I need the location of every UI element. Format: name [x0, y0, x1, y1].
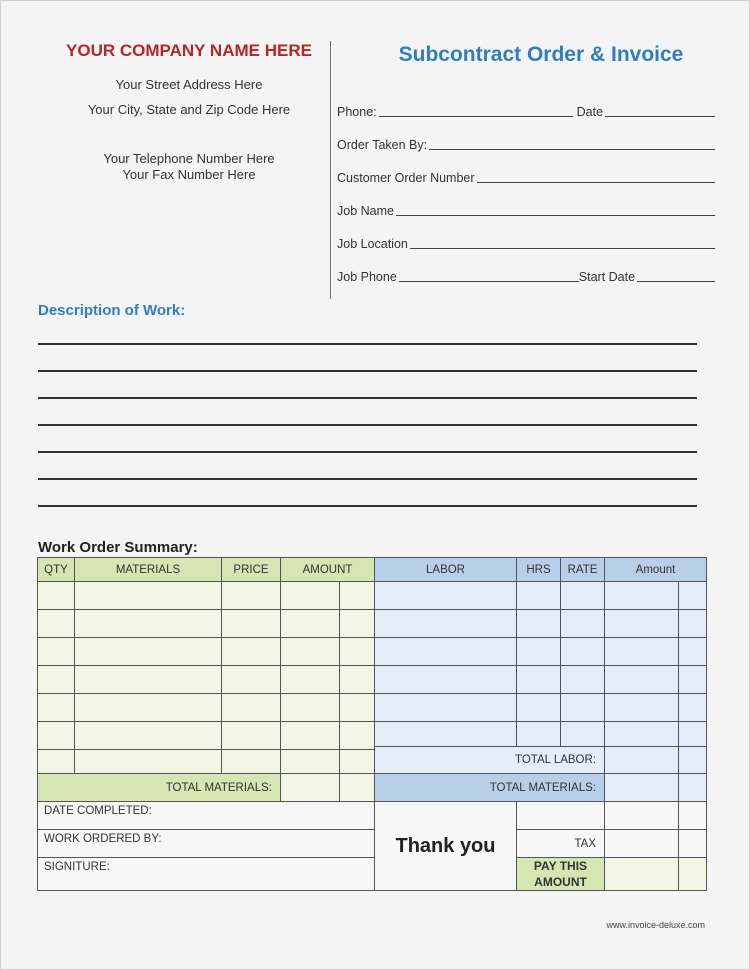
job-name-row: [337, 202, 715, 218]
qty-cell[interactable]: [37, 693, 75, 722]
qty-cell[interactable]: [37, 581, 75, 610]
materials-cell[interactable]: [74, 693, 222, 722]
total-labor-value[interactable]: [604, 746, 679, 774]
footer-website: www.invoice-deluxe.com: [606, 920, 705, 930]
start-date-label: Start Date: [578, 270, 636, 284]
labor-cell[interactable]: [374, 609, 517, 638]
amount-cell[interactable]: [280, 665, 340, 694]
company-city: Your City, State and Zip Code Here: [87, 102, 291, 117]
tax-cents[interactable]: [678, 829, 707, 858]
job-name-label: Job Name: [337, 204, 394, 218]
customer-order-input-line[interactable]: [477, 170, 715, 183]
labor-amount-cell[interactable]: [604, 693, 679, 722]
pay-this-amount-label: PAY THIS AMOUNT: [516, 857, 605, 891]
total-materials-cents-right[interactable]: [678, 773, 707, 802]
description-line[interactable]: [38, 478, 697, 480]
materials-cell[interactable]: [74, 665, 222, 694]
description-line[interactable]: [38, 424, 697, 426]
price-cell[interactable]: [221, 637, 281, 666]
price-cell[interactable]: [221, 609, 281, 638]
hrs-cell[interactable]: [516, 665, 561, 694]
description-line[interactable]: [38, 370, 697, 372]
materials-cell[interactable]: [74, 721, 222, 750]
date-completed-field[interactable]: DATE COMPLETED:: [37, 801, 375, 830]
total-materials-label-left: TOTAL MATERIALS:: [37, 773, 281, 802]
total-materials-cents-left[interactable]: [339, 773, 375, 802]
labor-cents-cell[interactable]: [678, 693, 707, 722]
labor-amount-cell[interactable]: [604, 609, 679, 638]
labor-cents-cell[interactable]: [678, 609, 707, 638]
labor-cell[interactable]: [374, 581, 517, 610]
document-title: Subcontract Order & Invoice: [398, 43, 684, 66]
customer-order-row: [337, 169, 715, 185]
labor-cell[interactable]: [374, 637, 517, 666]
hrs-cell[interactable]: [516, 693, 561, 722]
rate-cell[interactable]: [560, 581, 605, 610]
price-cell[interactable]: [221, 581, 281, 610]
hrs-cell[interactable]: [516, 609, 561, 638]
labor-cell[interactable]: [374, 693, 517, 722]
phone-input-line[interactable]: [379, 104, 573, 117]
job-phone-label: Job Phone: [337, 270, 397, 284]
order-taken-row: [337, 136, 715, 152]
hrs-cell[interactable]: [516, 581, 561, 610]
labor-amount-cell[interactable]: [604, 581, 679, 610]
total-labor-cents[interactable]: [678, 746, 707, 774]
company-street: Your Street Address Here: [115, 77, 263, 92]
amount-cell[interactable]: [280, 721, 340, 750]
description-line[interactable]: [38, 451, 697, 453]
work-ordered-by-field[interactable]: WORK ORDERED BY:: [37, 829, 375, 858]
total-materials-label-right: TOTAL MATERIALS:: [374, 773, 605, 802]
pay-amount-cents[interactable]: [678, 857, 707, 891]
subtotal-value[interactable]: [604, 801, 679, 830]
subtotal-label-cell: [516, 801, 605, 830]
amount-cell[interactable]: [280, 693, 340, 722]
work-order-table: [37, 557, 707, 891]
thank-you-message: Thank you: [374, 801, 517, 891]
materials-cell[interactable]: [74, 609, 222, 638]
header-labor-amount: Amount: [604, 557, 707, 582]
amount-cents-cell[interactable]: [339, 637, 375, 666]
materials-cell[interactable]: [74, 637, 222, 666]
company-fax: Your Fax Number Here: [122, 167, 256, 182]
header-hrs: HRS: [516, 557, 561, 582]
description-title: Description of Work:: [38, 302, 186, 319]
summary-title: Work Order Summary:: [38, 539, 198, 556]
header-qty: QTY: [37, 557, 75, 582]
qty-cell[interactable]: [37, 609, 75, 638]
customer-order-label: Customer Order Number: [337, 171, 475, 185]
amount-cents-cell[interactable]: [339, 665, 375, 694]
rate-cell[interactable]: [560, 637, 605, 666]
labor-amount-cell[interactable]: [604, 665, 679, 694]
job-phone-input-line[interactable]: [399, 269, 579, 282]
rate-cell[interactable]: [560, 665, 605, 694]
date-input-line[interactable]: [605, 104, 715, 117]
labor-cell[interactable]: [374, 665, 517, 694]
hrs-cell[interactable]: [516, 637, 561, 666]
amount-cents-cell[interactable]: [339, 581, 375, 610]
qty-cell[interactable]: [37, 637, 75, 666]
subtotal-cents[interactable]: [678, 801, 707, 830]
header-price: PRICE: [221, 557, 281, 582]
signature-field[interactable]: SIGNITURE:: [37, 857, 375, 891]
header-labor: LABOR: [374, 557, 517, 582]
amount-cents-cell[interactable]: [339, 609, 375, 638]
qty-cell[interactable]: [37, 721, 75, 750]
company-phone: Your Telephone Number Here: [103, 151, 275, 166]
job-phone-row: [337, 268, 715, 284]
date-label: Date: [576, 105, 604, 119]
price-cell[interactable]: [221, 721, 281, 750]
tax-label: TAX: [516, 829, 605, 858]
header-materials: MATERIALS: [74, 557, 222, 582]
price-cell[interactable]: [221, 693, 281, 722]
amount-cell[interactable]: [280, 609, 340, 638]
start-date-input-line[interactable]: [637, 269, 715, 282]
phone-date-row: [337, 103, 715, 119]
total-materials-value-right[interactable]: [604, 773, 679, 802]
pay-amount-value[interactable]: [604, 857, 679, 891]
labor-amount-cell[interactable]: [604, 637, 679, 666]
description-line[interactable]: [38, 397, 697, 399]
labor-cents-cell[interactable]: [678, 665, 707, 694]
price-cell[interactable]: [221, 665, 281, 694]
header-rate: RATE: [560, 557, 605, 582]
job-location-input-line[interactable]: [410, 236, 715, 249]
description-line[interactable]: [38, 343, 697, 345]
labor-cents-cell[interactable]: [678, 581, 707, 610]
amount-cell[interactable]: [280, 637, 340, 666]
amount-cents-cell[interactable]: [339, 721, 375, 750]
description-line[interactable]: [38, 505, 697, 507]
company-name: YOUR COMPANY NAME HERE: [66, 41, 312, 60]
header-divider: [330, 41, 331, 299]
phone-label: Phone:: [337, 105, 377, 119]
amount-cell[interactable]: [280, 581, 340, 610]
total-materials-value-left[interactable]: [280, 773, 340, 802]
rate-cell[interactable]: [560, 693, 605, 722]
order-taken-label: Order Taken By:: [337, 138, 428, 152]
amount-cents-cell[interactable]: [339, 693, 375, 722]
tax-value[interactable]: [604, 829, 679, 858]
labor-cents-cell[interactable]: [678, 637, 707, 666]
qty-cell[interactable]: [37, 665, 75, 694]
job-location-label: Job Location: [337, 237, 408, 251]
job-location-row: [337, 235, 715, 251]
order-taken-input-line[interactable]: [429, 137, 715, 150]
materials-cell[interactable]: [74, 581, 222, 610]
header-amount: AMOUNT: [280, 557, 375, 582]
job-name-input-line[interactable]: [396, 203, 715, 216]
rate-cell[interactable]: [560, 609, 605, 638]
total-labor-label: TOTAL LABOR:: [374, 746, 605, 774]
